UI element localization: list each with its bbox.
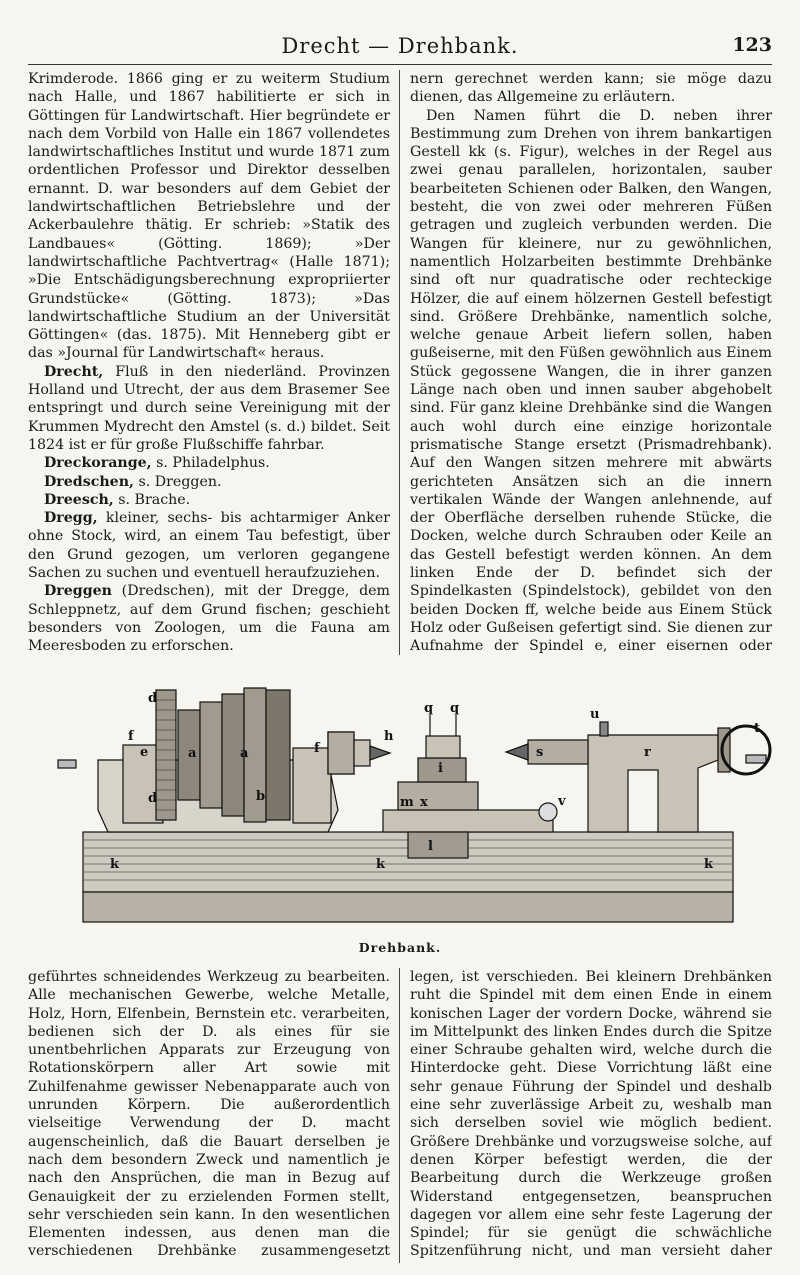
figure-label: i <box>438 761 443 776</box>
page-number: 123 <box>732 34 772 56</box>
paragraph: Den Namen führt die D. neben ihrer Bestimmung zum Drehen von ihrem bankartigen Gestell kk (s. Figur), welches in der Regel aus zwei genau parallelen, horizontalen, sauber bearbeiteten Schienen oder Balken, den Wangen, besteht, die von zwei oder mehreren Füßen getragen und zugleich verbunden werden. Die Wangen für kleinere, nur zu gewöhnlichen, namentlich Holzarbeiten bestimmte Drehbänke sind oft nur quadratische oder rechteckige Hölzer, die auf einem hölzernen Gestell befestigt sind. Größere Drehbänke, namentlich solche, welche genaue Arbeit liefern sollen, haben gußeiserne, mit den Füßen gewöhnlich aus Einem Stück gegossene Wangen, die in ihrer ganzen Länge nach oben und innen sauber abgehobelt sind. Für ganz kleine Drehbänke sind die Wangen auch wohl durch eine einzige horizontale prismatische Stange ersetzt (Prismadrehbank). Auf den Wangen sitzen mehrere mit abwärts gerichteten Ansätzen sich an die innern vertikalen Wände der Wangen anlehnende, auf der Oberfläche derselben ruhende Stücke, die Docken, welche durch Schrauben oder Keile an das Gestell befestigt werden können. An dem linken Ende der D. befindet sich der Spindelkasten (Spindelstock), gebildet von den beiden Docken ff, welche beide aus Einem Stück Holz oder Gußeisen gefertigt sind. Sie dienen zur Aufnahme der Spindel e, einer eisernen oder <box>410 107 772 655</box>
figure-label: d <box>148 691 158 706</box>
column-bottom-right <box>410 968 772 1263</box>
entry-dregg <box>28 509 390 582</box>
figure-label: q <box>424 701 434 716</box>
figure-label: t <box>754 721 761 736</box>
running-head: Drecht — Drehbank. <box>281 34 519 58</box>
figure-label: v <box>558 794 566 809</box>
entry-text: s. Brache. <box>113 491 191 508</box>
entry-dreckorange <box>28 454 390 472</box>
figure-label: a <box>240 746 249 761</box>
entry-text: s. Dreggen. <box>133 473 222 490</box>
entry-lead: Dredschen, <box>44 473 134 490</box>
figure-label: x <box>420 795 428 810</box>
lathe-drawing <box>58 688 770 922</box>
entry-dredschen <box>28 473 390 491</box>
figure-label: f <box>128 729 134 744</box>
column-divider-bottom <box>399 968 400 1263</box>
figure-label: m <box>400 795 414 810</box>
column-bottom-left <box>28 968 390 1263</box>
figure-label: d <box>148 791 158 806</box>
figure-label: u <box>590 707 600 722</box>
figure-label: h <box>384 729 394 744</box>
paragraph: legen, ist verschieden. Bei kleinern Drehbänken ruht die Spindel mit dem einen Ende in einem konischen Lager der vordern Docke, während sie im Mittelpunkt des linken Endes durch die Spitze einer Schraube gehalten wird, welche durch die Hinterdocke geht. Diese Vorrichtung läßt eine sehr genaue Führung der Spindel und deshalb eine sehr zuverlässige Arbeit zu, weshalb man sich derselben soviel wie möglich bedient. Größere Drehbänke und vorzugsweise solche, auf denen Körper befestigt werden, die der Bearbeitung durch die Werkzeuge großen Widerstand entgegensetzen, beanspruchen dagegen vor allem eine sehr feste Lagerung der Spindel; für sie genügt die schwächliche Spitzenführung nicht, und man versieht daher <box>410 969 772 1260</box>
entry-text: s. Philadelphus. <box>151 455 270 472</box>
figure-label: f <box>314 741 320 756</box>
entry-lead: Drecht, <box>44 363 104 380</box>
paragraph: nern gerechnet werden kann; sie möge dazu dienen, das Allgemeine zu erläutern. <box>410 71 772 106</box>
figure-label: r <box>644 745 651 760</box>
entry-text: (Dredschen), mit der Dregge, dem Schleppnetz, auf dem Grund fischen; geschieht besonders von Zoologen, um die Fauna am Meeresboden zu erforschen. <box>28 583 390 655</box>
entry-lead: Dreesch, <box>44 491 114 508</box>
figure-label: a <box>188 746 197 761</box>
entry-lead: Dreckorange, <box>44 455 152 472</box>
column-top-right <box>410 70 772 655</box>
entry-dreesch <box>28 491 390 509</box>
entry-lead: Dregg, <box>44 510 98 527</box>
figure-label: e <box>140 745 149 760</box>
entry-drecht <box>28 363 390 454</box>
paragraph: geführtes schneidendes Werkzeug zu bearbeiten. Alle mechanischen Gewerbe, welche Metalle, Holz, Horn, Elfenbein, Bernstein etc. verarbeiten, bedienen sich der D. als eines für sie unentbehrlichen Apparats zur Erzeugung von Rotationskörpern aller Art sowie mit Zuhilfenahme gewisser Nebenapparate auch von unrunden Körpern. Die außerordentlich vielseitige Verwendung der D. macht augenscheinlich, daß die Bauart derselben je nach dem besondern Zweck und namentlich je nach den Ansprüchen, die man in Bezug auf Genauigkeit der zu erzielenden Formen stellt, sehr verschieden sein kann. In den wesentlichen Elementen indessen, aus denen man die verschiedenen Drehbänke zusammengesetzt <box>28 969 390 1260</box>
column-top-left <box>28 70 390 655</box>
paragraph <box>28 70 390 363</box>
figure-label: b <box>256 789 266 804</box>
entry-dreggen <box>28 582 390 655</box>
figure-caption: Drehbank. <box>358 940 442 955</box>
figure-label: q <box>450 701 460 716</box>
entry-text: kleiner, sechs- bis achtarmiger Anker ohne Stock, wird, an einem Tau befestigt, über den Grund gezogen, um verloren gegangene Sachen zu suchen und eventuell heraufzuziehen. <box>28 510 390 582</box>
entry-text: Fluß in den niederländ. Provinzen Holland und Utrecht, der aus dem Brasemer See entspringt und durch seine Vereinigung mit der Krummen Mydrecht den Amstel (s. d.) bildet. Seit 1824 ist er für große Flußschiffe fahrbar. <box>28 363 390 453</box>
column-divider-top <box>399 70 400 655</box>
figure-label: k <box>110 857 120 872</box>
figure-label: s <box>536 745 544 760</box>
page-header <box>28 34 772 65</box>
figure-label: k <box>704 857 714 872</box>
entry-lead: Dreggen <box>44 583 112 600</box>
paragraph-text: Krimderode. 1866 ging er zu weiterm Studium nach Halle, und 1867 habilitierte er sich in Göttingen für Landwirtschaft. Hier begründete er nach dem Vorbild von Halle ein 1867 vollendetes landwirtschaftliches Institut und wurde 1871 zum ordentlichen Professor und Direktor desselben ernannt. D. war besonders auf dem Gebiet der landwirtschaftlichen Betriebslehre und der Ackerbaulehre thätig. Er schrieb: »Statik des Landbaues« (Götting. 1869); »Der landwirtschaftliche Pachtvertrag« (Halle 1871); »Die Entschädigungsberechnung expropriierter Grundstücke« (Götting. 1873); »Das landwirtschaftliche Studium an der Universität Göttingen« (das. 1875). Mit Henneberg gibt er das »Journal für Landwirtschaft« heraus. <box>28 71 390 362</box>
figure-label: l <box>428 839 433 854</box>
lathe-illustration <box>28 660 772 930</box>
figure-label: k <box>376 857 386 872</box>
